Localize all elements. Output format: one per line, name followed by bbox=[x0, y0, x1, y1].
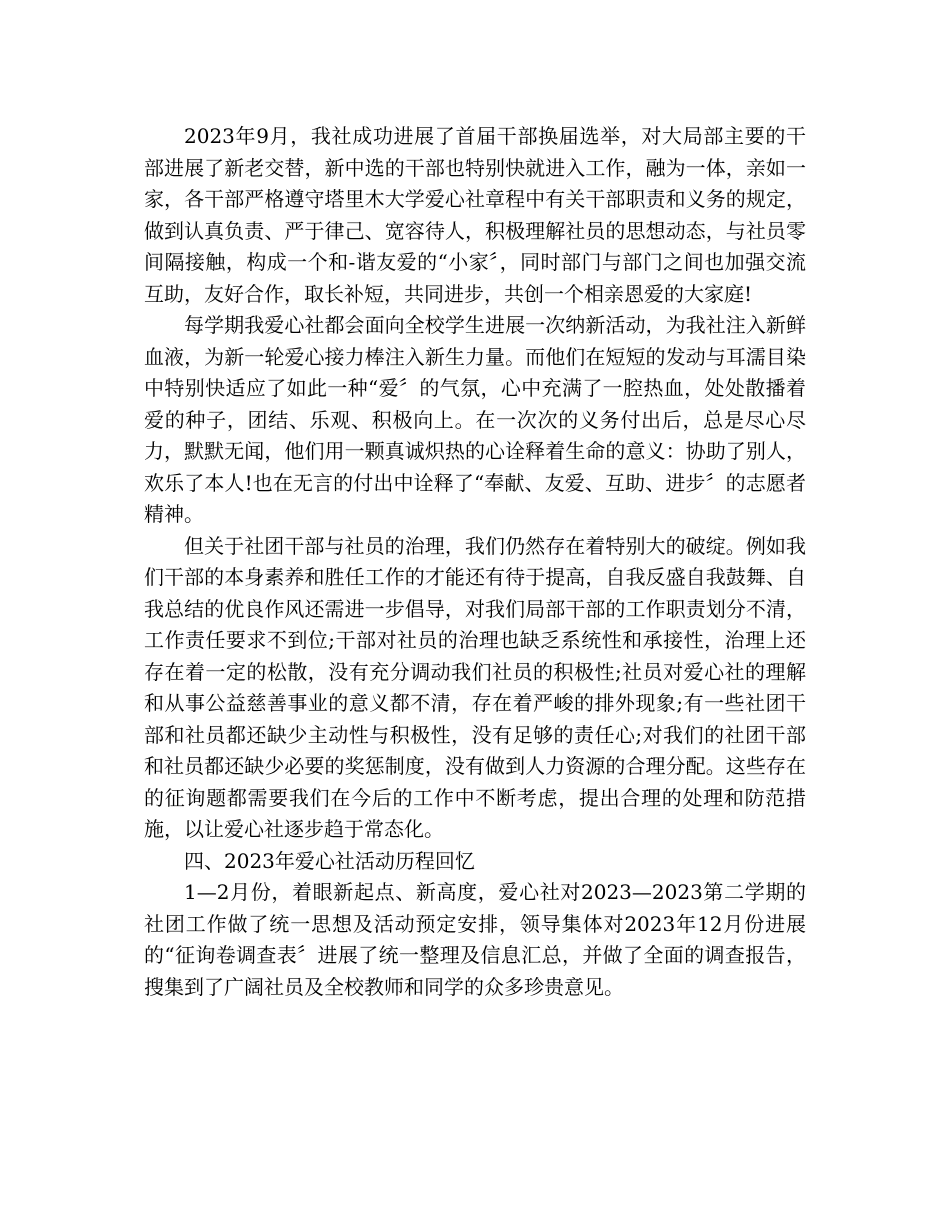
section-heading-activity-review: 四、2023年爱心社活动历程回忆 bbox=[184, 848, 475, 873]
paragraph-cadre-election: 2023年9月，我社成功进展了首届干部换届选举，对大局部主要的干部进展了新老交替，新中选的干部也特别快就进入工作，融为一体，亲如一家，各干部严格遵守塔里木大学爱心社章程中有关干部职责和义务的规定，做到认真负责、严于律己、宽容待人，积极理解社员的思想动态，与社员零间隔接触，构成一个和-谐友爱的“小家〞，同时部门与部门之间也加强交流互助，友好合作，取长补短，共同进步，共创一个相亲恩爱的大家庭! bbox=[144, 124, 806, 306]
paragraph-jan-feb: 1—2月份，着眼新起点、新高度，爱心社对2023—2023第二学期的社团工作做了统一思想及活动预定安排，领导集体对2023年12月份进展的“征询卷调查表〞进展了统一整理及信息汇总，并做了全面的调查报告，搜集到了广阔社员及全校教师和同学的众多珍贵意见。 bbox=[144, 880, 806, 999]
paragraph-management-issues: 但关于社团干部与社员的治理，我们仍然存在着特别大的破绽。例如我们干部的本身素养和胜任工作的才能还有待于提高，自我反盛自我鼓舞、自我总结的优良作风还需进一步倡导，对我们局部干部的工作职责划分不清，工作责任要求不到位;干部对社员的治理也缺乏系统性和承接性，治理上还存在着一定的松散，没有充分调动我们社员的积极性;社员对爱心社的理解和从事公益慈善事业的意义都不清，存在着严峻的排外现象;有一些社团干部和社员都还缺少主动性与积极性，没有足够的责任心;对我们的社团干部和社员都还缺少必要的奖惩制度，没有做到人力资源的合理分配。这些存在的征询题都需要我们在今后的工作中不断考虑，提出合理的处理和防范措施，以让爱心社逐步趋于常态化。 bbox=[144, 533, 806, 841]
document-body bbox=[144, 121, 806, 1003]
paragraph-recruitment: 每学期我爱心社都会面向全校学生进展一次纳新活动，为我社注入新鲜血液，为新一轮爱心接力棒注入新生力量。而他们在短短的发动与耳濡目染中特别快适应了如此一种“爱〞的气氛，心中充满了一腔热血，处处散播着爱的种子，团结、乐观、积极向上。在一次次的义务付出后，总是尽心尽力，默默无闻，他们用一颗真诚炽热的心诠释着生命的意义：协助了别人，欢乐了本人!也在无言的付出中诠释了“奉献、友爱、互助、进步〞的志愿者精神。 bbox=[144, 313, 806, 526]
